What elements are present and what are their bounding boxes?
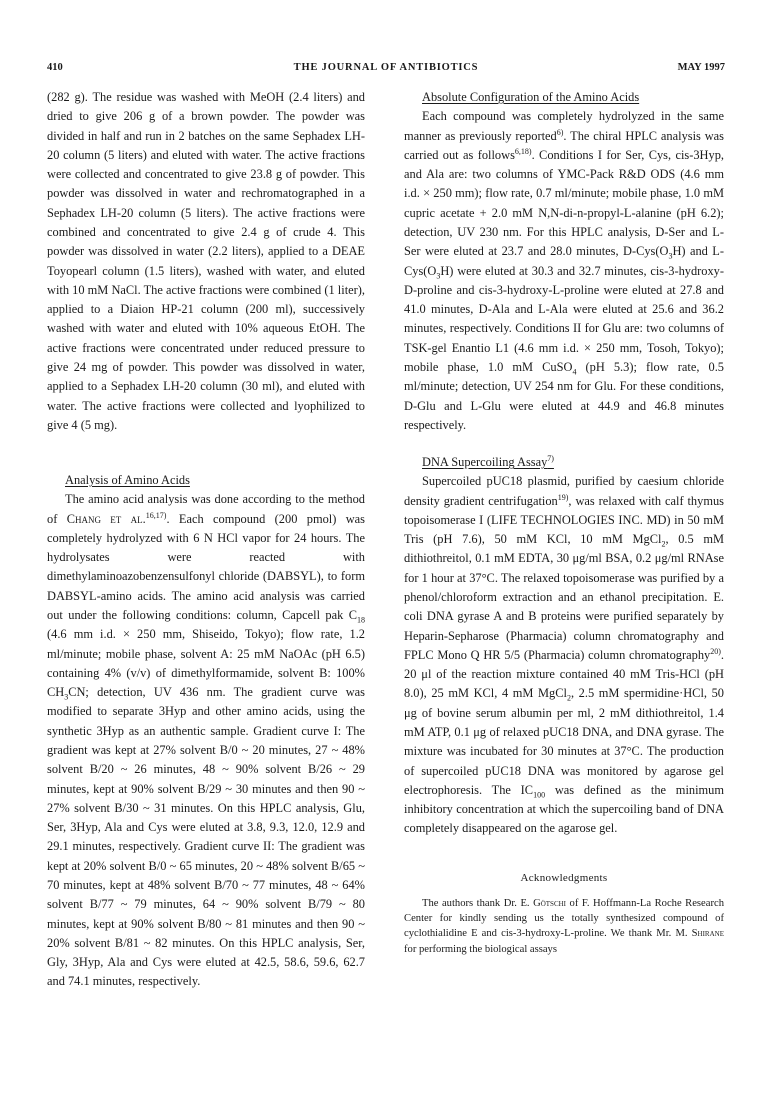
acknowledgments-title: Acknowledgments xyxy=(520,871,608,884)
journal-title: THE JOURNAL OF ANTIBIOTICS xyxy=(293,62,479,73)
section-title-dna-supercoiling: DNA Supercoiling Assay$^{7)}$ xyxy=(422,453,554,470)
left-column xyxy=(47,88,365,992)
running-header xyxy=(47,62,725,78)
citation: 20) xyxy=(710,646,721,656)
citation: 19) xyxy=(557,492,569,502)
citation: 7) xyxy=(547,453,554,463)
acknowledgments-text: The authors thank Dr. E. Götschi of F. Hoffmann-La Roche Research Center for kindly sending us the totally synthesized compound of cyclothialidine E and cis-3-hydroxy-L-proline. We thank Mr. M. Shirane for performing the biological assays xyxy=(404,897,724,955)
author-name: Chang et al. xyxy=(66,511,146,526)
right-column xyxy=(404,88,724,957)
person-name: Götschi xyxy=(533,897,567,909)
section-title-amino-acids: Analysis of Amino Acids xyxy=(65,473,190,488)
section-title-absolute-configuration: Absolute Configuration of the Amino Acids xyxy=(422,90,640,104)
paragraph-dna-supercoiling: Supercoiled pUC18 plasmid, purified by caesium chloride density gradient centrifugation$^{19)}$, was relaxed with calf thymus topoisomerase I (LIFE TECHNOLOGIES INC. MD) in 50 mM Tris (pH 7.6), 50 mM KCl, 10 mM MgCl$_2$, 0.5 mM dithiothreitol, 0.1 mM EDTA, 30 μg/ml BSA, 0.2 μg/ml RNAse for 1 hour at 37°C. The relaxed topoisomerase was purified by a phenol/chloroform extraction and an ethanol precipitation. E. coli DNA gyrase A and B proteins were purified separately by Heparin-Sepharose (Pharmacia) column chromatography and FPLC Mono Q HR 5/5 (Pharmacia) column chromatography$^{20)}$. 20 μl of the reaction mixture contained 40 mM Tris-HCl (pH 8.0), 25 mM KCl, 4 mM MgCl$_2$, 2.5 mM spermidine·HCl, 50 μg of bovine serum albumin per ml, 2 mM dithiothreitol, 1.4 mM ATP, 0.1 μg of relaxed pUC18 DNA, and DNA gyrase. The mixture was incubated for 30 minutes at 37°C. The production of supercoiled pUC18 DNA was monitored by agarose gel electrophoresis. The $IC_{100}$ was defined as the minimum inhibitory concentration at which the supercoiling band of DNA completely disappeared on the agarose gel. xyxy=(404,474,724,836)
citation: 6,18) xyxy=(514,146,532,156)
paragraph-amino-acid-analysis: The amino acid analysis was done according to the method of Chang et al.$^{16,17)}$. Each compound (200 pmol) was completely hydrolyzed with 6 N HCl vapor for 24 hours. The hydrolysates were reacted with dimethylaminoazobenzensulfonyl chloride (DABSYL), to form DABSYL-amino acids. The amino acid analysis was carried out under the following conditions: column, Capcell pak $C_{18}$ (4.6 mm i.d. × 250 mm, Shiseido, Tokyo); flow rate, 1.2 ml/minute; mobile phase, solvent A: 25 mM NaOAc (pH 6.5) containing 4% (v/v) of dimethylformamide, solvent B: 100% $CH_3CN$; detection, UV 436 nm. The gradient curve was modified to separate 3Hyp and other amino acids, using the synthetic 3Hyp as an authentic sample. Gradient curve I: The gradient was kept at 27% solvent B/0 ~ 20 minutes, 27 ~ 48% solvent B/20 ~ 26 minutes, 48 ~ 90% solvent B/26 ~ 29 minutes, kept at 90% solvent B/29 ~ 30 minutes and then 90 ~ 27% solvent B/30 ~ 31 minutes. On this HPLC analysis, Glu, Ser, 3Hyp, Ala and Cys were eluted at 3.8, 9.3, 12.0, 12.9 and 29.1 minutes, respectively. Gradient curve II: The gradient was kept at 20% solvent B/0 ~ 65 minutes, 20 ~ 48% solvent B/65 ~ 70 minutes, kept at 48% solvent B/70 ~ 77 minutes, 48 ~ 64% solvent B/77 ~ 79 minutes, 64 ~ 90% solvent B/79 ~ 80 minutes, kept at 90% solvent B/80 ~ 81 minutes and then 90 ~ 20% solvent B/81 ~ 82 minutes. On this HPLC analysis, Ser, Gly, 3Hyp, Ala and Cys were eluted at 42.5, 58.6, 59.6, 62.7 and 74.1 minutes, respectively. xyxy=(47,492,365,989)
citation: 6) xyxy=(556,127,564,137)
paragraph-absolute-configuration: Each compound was completely hydrolyzed in the same manner as previously reported$^{6)}$. The chiral HPLC analysis was carried out as follows$^{6,18)}$. Conditions I for Ser, Cys, cis-3Hyp, and Ala are: two columns of YMC-Pack R&D ODS (4.6 mm i.d. × 250 mm); flow rate, 0.7 ml/minute; mobile phase, 1.0 mM cupric acetate + 2.0 mM N,N-di-n-propyl-L-alanine (pH 6.2); detection, UV 230 nm. For this HPLC analysis, D-Ser and L-Ser were eluted at 23.7 and 28.0 minutes, $D-Cys(O_3H)$ and $L-Cys(O_3H)$ were eluted at 30.3 and 32.7 minutes, cis-3-hydroxy-D-proline and cis-3-hydroxy-L-proline were eluted at 27.8 and 41.0 minutes, D-Ala and L-Ala were eluted at 25.6 and 36.2 minutes, respectively. Conditions II for Glu are: two columns of TSK-gel Enantio L1 (4.6 mm i.d. × 250 mm, Tosoh, Tokyo); mobile phase, 1.0 mM CuSO$_4$ (pH 5.3); flow rate, 0.5 ml/minute; detection, UV 254 nm for Glu. For these conditions, D-Glu and L-Glu were eluted at 44.9 and 46.8 minutes respectively. xyxy=(404,109,724,432)
paragraph-isolation-continued: (282 g). The residue was washed with MeOH (2.4 liters) and dried to give 206 g of a brown powder. The powder was divided in half and run in 2 batches on the same Sephadex LH-20 column (5 liters) and eluted with water. The active fractions were collected and concentrated to give 23.8 g of powder. This powder was dissolved in water and rechromatographed in a Sephadex LH-20 column (5 liters). The active fractions were combined and concentrated to give 2.4 g of crude 4. This powder was dissolved in water (2.2 liters), applied to a DEAE Toyopearl column (1.5 liters), washed with water, and eluted with 10 mM NaCl. The active fractions were combined (1 liter), applied to a Diaion HP-21 column (200 ml), successively washed with water and eluted with 10% aqueous EtOH. The active fractions were concentrated under reduced pressure to give 24 mg of powder. This powder was dissolved in water, applied to a Sephadex LH-20 column (30 ml), and eluted with water. The active fractions were collected and lyophilized to give 4 (5 mg). xyxy=(47,90,365,432)
citation: 16,17) xyxy=(145,510,167,520)
page-number: 410 xyxy=(47,62,63,73)
issue-date: MAY 1997 xyxy=(677,62,725,73)
person-name: Shirane xyxy=(691,928,724,940)
